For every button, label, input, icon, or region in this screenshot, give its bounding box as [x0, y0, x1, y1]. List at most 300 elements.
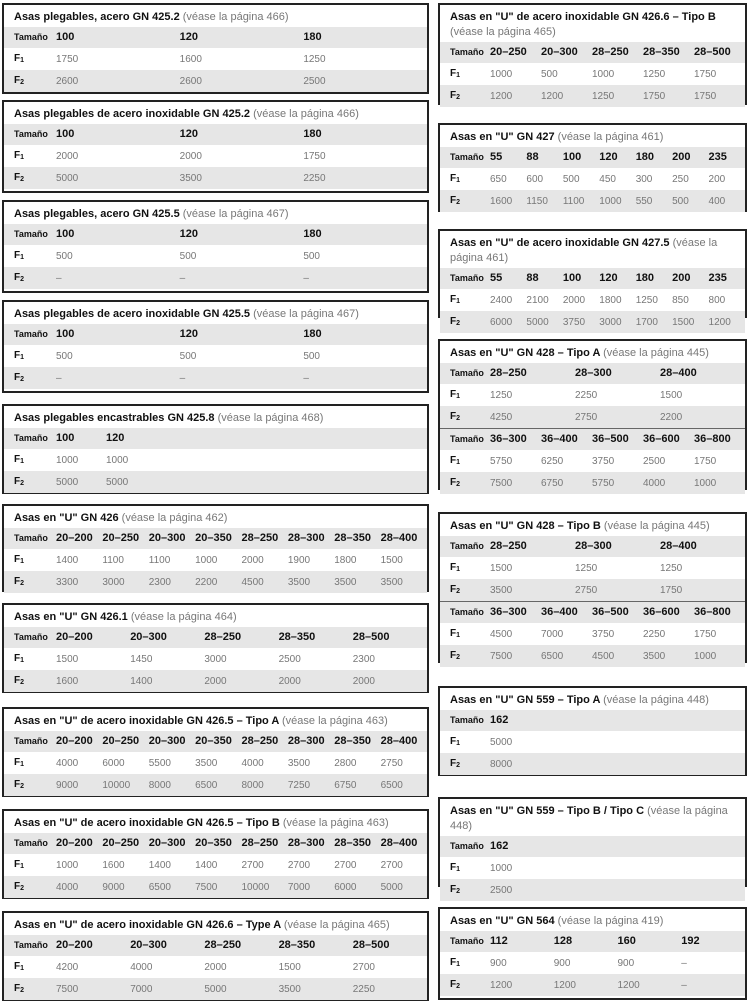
f1-value: 2000	[241, 554, 264, 566]
load-table	[4, 528, 427, 593]
f2-value: 1200	[490, 85, 541, 107]
size-row-label: Tamaño	[4, 124, 56, 145]
size-row-label: Tamaño	[4, 224, 56, 245]
spec-card	[2, 504, 429, 592]
card-title-text: Asas en "U" GN 559 – Tipo B / Tipo C	[450, 805, 645, 817]
f1-value: 2000	[562, 294, 586, 306]
size-cell: 36–600	[643, 429, 694, 451]
f1-value: 5500	[148, 757, 171, 769]
force-symbol: F	[14, 576, 21, 587]
f2-value: 2000	[353, 670, 427, 692]
card-title-text: Asas en "U" GN 559 – Tipo A	[450, 694, 601, 706]
f2-value: 7250	[288, 774, 334, 796]
f2-value: 1500	[672, 311, 708, 333]
size-cell: 28–250	[592, 42, 643, 63]
load-table	[4, 627, 427, 692]
f1-row	[4, 245, 427, 267]
f1-value: 4000	[241, 757, 264, 769]
size-cell: 36–400	[541, 429, 592, 451]
f2-value: 9000	[56, 774, 102, 796]
f2-row	[440, 753, 745, 775]
f1-row-label	[4, 145, 56, 167]
page-reference: (véase la página 465)	[450, 26, 556, 38]
size-cell: 192	[681, 931, 745, 952]
f1-row-label	[440, 63, 490, 85]
size-cell: 162	[490, 836, 540, 857]
f2-value: 1400	[130, 670, 204, 692]
force-index: 2	[20, 679, 25, 686]
f1-row-label	[440, 952, 490, 974]
card-title	[4, 506, 427, 528]
spec-card	[2, 911, 429, 1001]
force-symbol: F	[14, 779, 21, 790]
spec-card	[2, 603, 429, 693]
size-cell: 20–300	[149, 833, 195, 854]
size-row-label: Tamaño	[440, 42, 490, 63]
f1-value: 500	[179, 250, 197, 262]
empty-cell	[540, 857, 643, 879]
card-title	[4, 406, 427, 428]
f1-value: 4000	[130, 961, 153, 973]
size-row	[4, 627, 427, 648]
load-table	[4, 224, 427, 289]
size-cell: 235	[709, 147, 745, 168]
f2-value: 1000	[694, 472, 745, 494]
size-cell: 120	[180, 27, 304, 48]
size-cell: 28–350	[279, 627, 353, 648]
force-index: 1	[456, 459, 461, 466]
size-cell: 20–250	[102, 528, 148, 549]
force-index: 1	[20, 354, 25, 361]
f1-value: 2000	[56, 150, 79, 162]
f2-row-label	[4, 70, 56, 92]
f1-value: 3750	[592, 455, 615, 467]
f1-value: 6000	[102, 757, 125, 769]
size-row	[440, 42, 745, 63]
force-index: 2	[20, 783, 25, 790]
load-table	[440, 536, 745, 601]
f2-value: 7000	[288, 876, 334, 898]
size-cell: 180	[303, 324, 427, 345]
size-cell: 36–400	[541, 602, 592, 624]
page-reference: (véase la página 461)	[450, 237, 718, 264]
f1-value: 3500	[287, 757, 311, 769]
f1-value: 1750	[694, 455, 717, 467]
load-table	[4, 731, 427, 796]
spec-card	[438, 339, 747, 490]
empty-cell	[540, 753, 643, 775]
force-index: 1	[456, 566, 461, 573]
f2-value: 8000	[149, 774, 195, 796]
f2-value: 6500	[195, 774, 241, 796]
card-title-text: Asas en "U" GN 426	[14, 512, 119, 524]
page-reference: (véase la página 445)	[603, 520, 710, 532]
force-index: 2	[20, 176, 25, 183]
f2-row-label	[440, 645, 490, 667]
f2-value: 2200	[195, 571, 241, 593]
size-cell: 20–300	[149, 731, 195, 752]
f2-value: 2250	[303, 167, 427, 189]
size-cell: 36–800	[694, 429, 745, 451]
f2-value: 7500	[490, 472, 541, 494]
force-symbol: F	[14, 350, 21, 361]
force-symbol: F	[14, 983, 21, 994]
size-cell: 36–800	[694, 602, 745, 624]
load-table	[440, 42, 745, 107]
force-index: 2	[20, 276, 25, 283]
size-cell: 160	[618, 931, 682, 952]
f1-value: 2500	[643, 455, 666, 467]
force-symbol: F	[450, 68, 457, 79]
f1-row	[440, 289, 745, 311]
f2-row-label	[440, 311, 490, 333]
force-symbol: F	[14, 272, 21, 283]
force-index: 2	[20, 376, 25, 383]
load-table	[4, 833, 427, 898]
f2-value: –	[303, 367, 427, 389]
f1-value: 1750	[694, 68, 717, 80]
card-title	[440, 688, 745, 710]
f2-value: 2600	[180, 70, 304, 92]
empty-cell	[540, 879, 643, 901]
size-cell: 28–350	[334, 833, 380, 854]
force-symbol: F	[14, 75, 21, 86]
force-index: 1	[20, 965, 25, 972]
size-cell: 28–300	[288, 731, 334, 752]
size-cell: 120	[180, 324, 304, 345]
empty-cell	[540, 731, 643, 753]
spec-card	[2, 200, 429, 293]
f2-value: 5000	[56, 471, 106, 493]
f2-row-label	[4, 670, 56, 692]
load-table	[4, 428, 427, 493]
f1-value: 450	[599, 173, 616, 185]
f2-row-label	[4, 367, 56, 389]
spec-card	[438, 512, 747, 663]
force-index: 2	[456, 320, 461, 327]
size-row-label: Tamaño	[4, 833, 56, 854]
force-symbol: F	[14, 859, 21, 870]
size-row	[4, 124, 427, 145]
card-title-text: Asas en "U" de acero inoxidable GN 426.5 – Tipo A	[14, 715, 279, 727]
card-title-text: Asas plegables encastrables GN 425.8	[14, 412, 215, 424]
size-cell: 20–250	[102, 833, 148, 854]
size-cell: 20–300	[130, 627, 204, 648]
f1-row-label	[4, 48, 56, 70]
f2-value: 1200	[618, 974, 682, 996]
force-symbol: F	[450, 862, 457, 873]
f1-row-label	[440, 384, 490, 406]
f2-value: 10000	[102, 774, 148, 796]
force-symbol: F	[450, 455, 457, 466]
spec-card	[2, 3, 429, 94]
f1-row-label	[440, 731, 490, 753]
f1-value: 1000	[592, 68, 615, 80]
page-reference: (véase la página 448)	[603, 694, 709, 706]
size-cell: 55	[490, 147, 526, 168]
f2-value: 4000	[56, 876, 102, 898]
force-symbol: F	[14, 476, 21, 487]
card-title-text: Asas en "U" GN 564	[450, 915, 555, 927]
f2-value: –	[303, 267, 427, 289]
page-reference: (véase la página 467)	[182, 208, 289, 220]
force-symbol: F	[450, 884, 457, 895]
size-row	[440, 147, 745, 168]
card-title	[4, 605, 427, 627]
f1-row	[4, 854, 427, 876]
f1-value: 1250	[635, 294, 658, 306]
f2-row-label	[4, 571, 56, 593]
load-table	[440, 836, 745, 901]
size-row-label: Tamaño	[440, 536, 490, 557]
size-cell: 28–350	[643, 42, 694, 63]
f2-row-label	[440, 753, 490, 775]
force-symbol: F	[14, 372, 21, 383]
page-reference: (véase la página 463)	[282, 817, 389, 829]
f2-row	[440, 472, 745, 494]
f1-row	[440, 857, 745, 879]
f2-value: 2500	[490, 879, 540, 901]
f1-value: 2700	[334, 859, 357, 871]
size-row	[4, 224, 427, 245]
f2-value: 6500	[541, 645, 592, 667]
page-reference: (véase la página 466)	[253, 108, 359, 120]
f2-value: 2200	[660, 406, 745, 428]
force-symbol: F	[14, 53, 21, 64]
f2-row	[440, 406, 745, 428]
f1-row-label	[4, 449, 56, 471]
f2-value: 2500	[303, 70, 427, 92]
force-index: 2	[456, 199, 461, 206]
size-cell: 20–350	[195, 528, 241, 549]
f2-value: 3500	[490, 579, 575, 601]
f1-row-label	[4, 956, 56, 978]
f2-value: 10000	[242, 876, 288, 898]
size-row	[440, 710, 745, 731]
f1-row-label	[4, 549, 56, 571]
page-reference: (véase la página 419)	[557, 915, 664, 927]
f2-value: 1750	[643, 85, 694, 107]
f1-value: 1750	[303, 150, 326, 162]
size-row-label: Tamaño	[4, 428, 56, 449]
f1-value: 1450	[130, 653, 153, 665]
card-title-text: Asas en "U" GN 428 – Tipo A	[450, 347, 601, 359]
force-symbol: F	[450, 195, 457, 206]
force-symbol: F	[450, 979, 457, 990]
f1-row-label	[440, 289, 490, 311]
size-row	[440, 931, 745, 952]
force-index: 1	[20, 863, 25, 870]
f1-value: 2700	[380, 859, 403, 871]
force-symbol: F	[14, 757, 21, 768]
f2-value: 6750	[541, 472, 592, 494]
load-table	[440, 428, 745, 494]
f1-value: 1400	[148, 859, 171, 871]
card-title	[4, 202, 427, 224]
card-title-text: Asas en "U" GN 427	[450, 131, 555, 143]
size-cell: 120	[599, 268, 635, 289]
f1-value: 2100	[526, 294, 549, 306]
force-index: 1	[456, 393, 461, 400]
size-row-label: Tamaño	[4, 324, 56, 345]
size-row-label: Tamaño	[440, 602, 490, 624]
f2-row	[4, 167, 427, 189]
size-cell: 20–300	[130, 935, 204, 956]
f1-value: 2000	[204, 961, 227, 973]
size-cell: 100	[56, 27, 180, 48]
force-symbol: F	[450, 736, 457, 747]
force-index: 2	[456, 588, 461, 595]
f2-row	[440, 974, 745, 996]
size-cell: 100	[56, 428, 106, 449]
f1-row-label	[440, 168, 490, 190]
size-cell: 20–200	[56, 935, 130, 956]
f1-value: 1500	[380, 554, 403, 566]
size-cell: 28–250	[242, 731, 288, 752]
f1-value: 1250	[575, 562, 598, 574]
f1-value: 500	[303, 350, 320, 362]
f1-value: 1000	[56, 454, 79, 466]
size-cell: 88	[526, 147, 562, 168]
f1-value: 1400	[56, 554, 79, 566]
force-symbol: F	[14, 675, 21, 686]
force-symbol: F	[14, 250, 21, 261]
card-title	[440, 125, 745, 147]
f1-value: 2000	[179, 150, 202, 162]
f2-value: 6750	[334, 774, 380, 796]
f2-row	[4, 978, 427, 1000]
size-cell: 28–300	[288, 833, 334, 854]
f1-value: 500	[179, 350, 197, 362]
f2-value: 4000	[643, 472, 694, 494]
card-title	[4, 102, 427, 124]
page-reference: (véase la página 462)	[121, 512, 228, 524]
size-cell: 28–400	[660, 363, 745, 384]
size-row-label: Tamaño	[440, 836, 490, 857]
f2-value: 3500	[381, 571, 427, 593]
load-table	[440, 601, 745, 667]
f1-value: 1000	[56, 859, 79, 871]
force-symbol: F	[450, 389, 457, 400]
f1-value: 1500	[660, 389, 683, 401]
force-symbol: F	[450, 173, 457, 184]
f2-row	[4, 367, 427, 389]
spec-card	[2, 809, 429, 899]
size-row-label: Tamaño	[4, 27, 56, 48]
size-cell: 28–250	[490, 536, 575, 557]
size-cell: 88	[526, 268, 562, 289]
size-cell: 112	[490, 931, 554, 952]
f1-row-label	[440, 857, 490, 879]
spec-card	[438, 229, 747, 328]
f1-value: 1250	[303, 53, 326, 65]
f1-value: 900	[553, 957, 571, 969]
f2-value: 3500	[288, 571, 334, 593]
f1-value: 500	[56, 350, 73, 362]
f2-value: 5000	[381, 876, 427, 898]
card-title-text: Asas en "U" GN 428 – Tipo B	[450, 520, 601, 532]
f1-value: 1600	[179, 53, 202, 65]
force-symbol: F	[450, 957, 457, 968]
size-row	[4, 428, 427, 449]
f2-value: 1250	[592, 85, 643, 107]
size-cell: 28–300	[575, 536, 660, 557]
f2-row	[4, 70, 427, 92]
f2-value: 3500	[279, 978, 353, 1000]
f2-value: –	[180, 367, 304, 389]
f2-value: 1100	[563, 190, 599, 212]
f2-value: 500	[672, 190, 708, 212]
f2-value: 5000	[106, 471, 156, 493]
size-row	[4, 833, 427, 854]
spec-card	[438, 686, 747, 776]
f1-value: 1750	[694, 628, 717, 640]
f1-value: 1750	[56, 53, 79, 65]
force-symbol: F	[14, 454, 21, 465]
f1-row-label	[4, 752, 56, 774]
f1-row	[440, 168, 745, 190]
empty-cell	[643, 731, 746, 753]
size-cell: 28–350	[279, 935, 353, 956]
f2-value: 5750	[592, 472, 643, 494]
force-symbol: F	[14, 881, 21, 892]
f2-row-label	[440, 879, 490, 901]
page-reference: (véase la página 467)	[253, 308, 359, 320]
size-cell: 28–250	[204, 627, 278, 648]
size-row	[440, 268, 745, 289]
f2-row	[4, 471, 427, 493]
size-cell: 28–300	[575, 363, 660, 384]
card-title-text: Asas en "U" GN 426.1	[14, 611, 128, 623]
f1-value: 1800	[599, 294, 622, 306]
f1-value: 900	[490, 957, 507, 969]
f2-row	[440, 311, 745, 333]
page-reference: (véase la página 468)	[217, 412, 324, 424]
size-cell: 120	[106, 428, 156, 449]
force-index: 2	[20, 987, 25, 994]
f1-value: 1250	[660, 562, 683, 574]
force-index: 1	[20, 254, 25, 261]
spec-card	[438, 907, 747, 1000]
f1-row	[4, 449, 427, 471]
force-index: 1	[20, 458, 25, 465]
size-cell: 28–500	[694, 42, 745, 63]
f1-value: 1500	[278, 961, 301, 973]
f1-value: 7000	[541, 628, 564, 640]
f2-row-label	[440, 85, 490, 107]
f1-value: 3750	[592, 628, 615, 640]
empty-cell	[643, 836, 746, 857]
size-row-label: Tamaño	[4, 627, 56, 648]
f1-value: 300	[635, 173, 653, 185]
size-cell: 180	[636, 268, 672, 289]
f2-value: 550	[636, 190, 672, 212]
f2-value: 1200	[541, 85, 592, 107]
f1-row-label	[440, 623, 490, 645]
f1-row	[4, 345, 427, 367]
f2-value: –	[180, 267, 304, 289]
f1-row	[4, 48, 427, 70]
f1-value: 500	[303, 250, 320, 262]
force-symbol: F	[14, 554, 21, 565]
f1-value: 500	[56, 250, 73, 262]
spec-card	[2, 707, 429, 797]
f1-value: 1000	[490, 68, 513, 80]
card-title-text: Asas en "U" de acero inoxidable GN 426.5 – Tipo B	[14, 817, 280, 829]
size-cell: 28–250	[242, 528, 288, 549]
size-cell: 200	[672, 268, 708, 289]
f2-value: 7500	[195, 876, 241, 898]
